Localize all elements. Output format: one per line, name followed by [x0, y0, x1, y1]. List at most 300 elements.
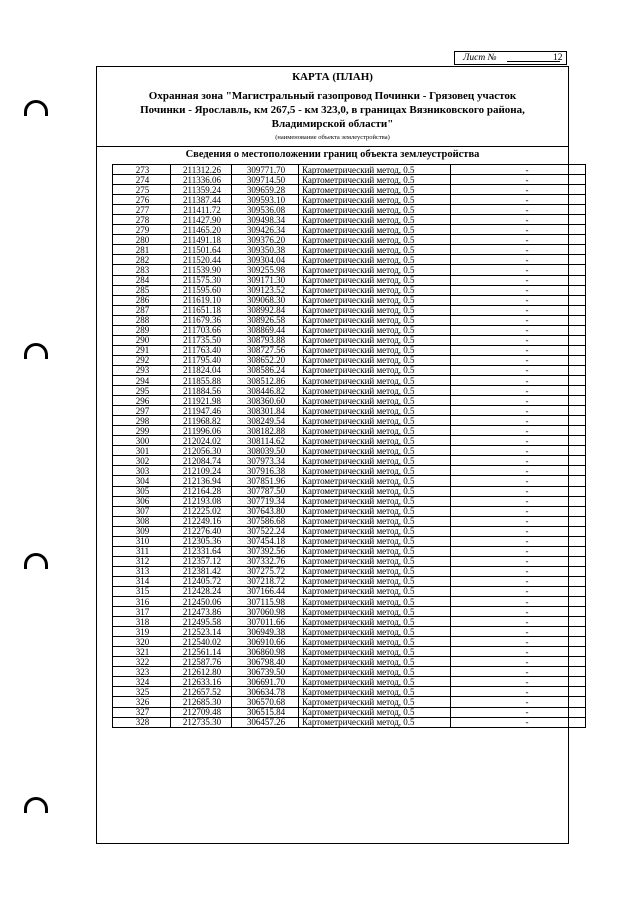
table-row: [113, 406, 586, 416]
punch-hole-mark: [24, 100, 48, 116]
y-coordinate-cell: 306798.40: [232, 657, 299, 667]
note-cell: -: [451, 576, 586, 586]
section-title: Сведения о местоположении границ объекта землеустройства: [185, 149, 480, 160]
table-row: [113, 677, 586, 687]
table-row: [113, 225, 586, 235]
point-number-cell: 310: [113, 536, 171, 546]
note-cell: -: [451, 717, 586, 727]
x-coordinate-cell: 212587.76: [171, 657, 232, 667]
method-cell: Картометрический метод, 0.5: [299, 617, 451, 627]
coordinates-table-body: [113, 165, 586, 728]
note-cell: -: [451, 305, 586, 315]
x-coordinate-cell: 212305.36: [171, 536, 232, 546]
method-cell: Картометрический метод, 0.5: [299, 446, 451, 456]
table-row: [113, 466, 586, 476]
method-cell: Картометрический метод, 0.5: [299, 597, 451, 607]
method-cell: Картометрический метод, 0.5: [299, 165, 451, 175]
x-coordinate-cell: 211427.90: [171, 215, 232, 225]
note-cell: -: [451, 436, 586, 446]
point-number-cell: 314: [113, 576, 171, 586]
note-cell: -: [451, 597, 586, 607]
method-cell: Картометрический метод, 0.5: [299, 607, 451, 617]
note-cell: -: [451, 516, 586, 526]
x-coordinate-cell: 211595.60: [171, 285, 232, 295]
point-number-cell: 275: [113, 185, 171, 195]
note-cell: -: [451, 677, 586, 687]
method-cell: Картометрический метод, 0.5: [299, 406, 451, 416]
y-coordinate-cell: 307218.72: [232, 576, 299, 586]
table-row: [113, 245, 586, 255]
table-row: [113, 566, 586, 576]
note-cell: -: [451, 245, 586, 255]
note-cell: -: [451, 556, 586, 566]
note-cell: -: [451, 707, 586, 717]
x-coordinate-cell: 211763.40: [171, 345, 232, 355]
note-cell: -: [451, 446, 586, 456]
table-row: [113, 717, 586, 727]
table-row: [113, 345, 586, 355]
method-cell: Картометрический метод, 0.5: [299, 476, 451, 486]
table-row: [113, 205, 586, 215]
x-coordinate-cell: 211884.56: [171, 386, 232, 396]
x-coordinate-cell: 211312.26: [171, 165, 232, 175]
table-row: [113, 265, 586, 275]
x-coordinate-cell: 211359.24: [171, 185, 232, 195]
y-coordinate-cell: 309171.30: [232, 275, 299, 285]
x-coordinate-cell: 211520.44: [171, 255, 232, 265]
table-row: [113, 637, 586, 647]
point-number-cell: 312: [113, 556, 171, 566]
table-row: [113, 165, 586, 175]
point-number-cell: 285: [113, 285, 171, 295]
point-number-cell: 274: [113, 175, 171, 185]
note-cell: -: [451, 526, 586, 536]
table-row: [113, 576, 586, 586]
point-number-cell: 306: [113, 496, 171, 506]
point-number-cell: 322: [113, 657, 171, 667]
point-number-cell: 300: [113, 436, 171, 446]
y-coordinate-cell: 308360.60: [232, 396, 299, 406]
y-coordinate-cell: 308869.44: [232, 325, 299, 335]
table-row: [113, 627, 586, 637]
x-coordinate-cell: 211921.98: [171, 396, 232, 406]
table-row: [113, 516, 586, 526]
y-coordinate-cell: 309536.08: [232, 205, 299, 215]
method-cell: Картометрический метод, 0.5: [299, 175, 451, 185]
point-number-cell: 291: [113, 345, 171, 355]
method-cell: Картометрический метод, 0.5: [299, 566, 451, 576]
y-coordinate-cell: 309593.10: [232, 195, 299, 205]
note-cell: -: [451, 627, 586, 637]
method-cell: Картометрический метод, 0.5: [299, 265, 451, 275]
x-coordinate-cell: 211855.88: [171, 375, 232, 385]
point-number-cell: 309: [113, 526, 171, 536]
point-number-cell: 283: [113, 265, 171, 275]
punch-hole-mark: [24, 797, 48, 813]
note-cell: -: [451, 165, 586, 175]
x-coordinate-cell: 212540.02: [171, 637, 232, 647]
y-coordinate-cell: 306949.38: [232, 627, 299, 637]
sheet-number-box: [454, 51, 567, 65]
y-coordinate-cell: 306634.78: [232, 687, 299, 697]
y-coordinate-cell: 308652.20: [232, 355, 299, 365]
note-cell: -: [451, 215, 586, 225]
point-number-cell: 279: [113, 225, 171, 235]
y-coordinate-cell: 308512.86: [232, 375, 299, 385]
y-coordinate-cell: 309123.52: [232, 285, 299, 295]
table-row: [113, 486, 586, 496]
point-number-cell: 301: [113, 446, 171, 456]
table-row: [113, 506, 586, 516]
x-coordinate-cell: 212164.28: [171, 486, 232, 496]
y-coordinate-cell: 309426.34: [232, 225, 299, 235]
note-cell: -: [451, 476, 586, 486]
table-row: [113, 476, 586, 486]
method-cell: Картометрический метод, 0.5: [299, 496, 451, 506]
point-number-cell: 302: [113, 456, 171, 466]
note-cell: -: [451, 255, 586, 265]
method-cell: Картометрический метод, 0.5: [299, 185, 451, 195]
note-cell: -: [451, 396, 586, 406]
point-number-cell: 293: [113, 365, 171, 375]
table-row: [113, 707, 586, 717]
table-row: [113, 295, 586, 305]
y-coordinate-cell: 308039.50: [232, 446, 299, 456]
note-cell: -: [451, 235, 586, 245]
method-cell: Картометрический метод, 0.5: [299, 677, 451, 687]
note-cell: -: [451, 195, 586, 205]
y-coordinate-cell: 307522.24: [232, 526, 299, 536]
note-cell: -: [451, 687, 586, 697]
table-row: [113, 396, 586, 406]
y-coordinate-cell: 307454.18: [232, 536, 299, 546]
y-coordinate-cell: 308793.88: [232, 335, 299, 345]
method-cell: Картометрический метод, 0.5: [299, 345, 451, 355]
x-coordinate-cell: 212193.08: [171, 496, 232, 506]
point-number-cell: 305: [113, 486, 171, 496]
note-cell: -: [451, 486, 586, 496]
note-cell: -: [451, 617, 586, 627]
y-coordinate-cell: 309771.70: [232, 165, 299, 175]
document-frame: [96, 66, 569, 844]
method-cell: Картометрический метод, 0.5: [299, 506, 451, 516]
point-number-cell: 296: [113, 396, 171, 406]
x-coordinate-cell: 212428.24: [171, 586, 232, 596]
x-coordinate-cell: 212735.30: [171, 717, 232, 727]
x-coordinate-cell: 211387.44: [171, 195, 232, 205]
method-cell: Картометрический метод, 0.5: [299, 255, 451, 265]
note-cell: -: [451, 315, 586, 325]
note-cell: -: [451, 416, 586, 426]
x-coordinate-cell: 212136.94: [171, 476, 232, 486]
x-coordinate-cell: 211575.30: [171, 275, 232, 285]
table-row: [113, 215, 586, 225]
table-row: [113, 697, 586, 707]
point-number-cell: 287: [113, 305, 171, 315]
x-coordinate-cell: 212633.16: [171, 677, 232, 687]
note-cell: -: [451, 295, 586, 305]
note-cell: -: [451, 607, 586, 617]
point-number-cell: 281: [113, 245, 171, 255]
point-number-cell: 307: [113, 506, 171, 516]
method-cell: Картометрический метод, 0.5: [299, 355, 451, 365]
table-row: [113, 185, 586, 195]
y-coordinate-cell: 308249.54: [232, 416, 299, 426]
y-coordinate-cell: 307973.34: [232, 456, 299, 466]
y-coordinate-cell: 307275.72: [232, 566, 299, 576]
method-cell: Картометрический метод, 0.5: [299, 205, 451, 215]
y-coordinate-cell: 308727.56: [232, 345, 299, 355]
note-cell: -: [451, 506, 586, 516]
note-cell: -: [451, 275, 586, 285]
table-row: [113, 315, 586, 325]
method-cell: Картометрический метод, 0.5: [299, 305, 451, 315]
y-coordinate-cell: 307115.98: [232, 597, 299, 607]
table-row: [113, 426, 586, 436]
note-cell: -: [451, 355, 586, 365]
table-row: [113, 355, 586, 365]
note-cell: -: [451, 175, 586, 185]
method-cell: Картометрический метод, 0.5: [299, 365, 451, 375]
y-coordinate-cell: 307643.80: [232, 506, 299, 516]
method-cell: Картометрический метод, 0.5: [299, 386, 451, 396]
table-row: [113, 365, 586, 375]
table-row: [113, 335, 586, 345]
x-coordinate-cell: 211411.72: [171, 205, 232, 215]
x-coordinate-cell: 212405.72: [171, 576, 232, 586]
point-number-cell: 308: [113, 516, 171, 526]
point-number-cell: 277: [113, 205, 171, 215]
table-row: [113, 617, 586, 627]
method-cell: Картометрический метод, 0.5: [299, 315, 451, 325]
point-number-cell: 297: [113, 406, 171, 416]
note-cell: -: [451, 657, 586, 667]
x-coordinate-cell: 212276.40: [171, 526, 232, 536]
note-cell: -: [451, 456, 586, 466]
y-coordinate-cell: 308446.82: [232, 386, 299, 396]
table-row: [113, 235, 586, 245]
point-number-cell: 304: [113, 476, 171, 486]
point-number-cell: 317: [113, 607, 171, 617]
table-row: [113, 556, 586, 566]
method-cell: Картометрический метод, 0.5: [299, 627, 451, 637]
point-number-cell: 292: [113, 355, 171, 365]
table-row: [113, 175, 586, 185]
method-cell: Картометрический метод, 0.5: [299, 536, 451, 546]
point-number-cell: 278: [113, 215, 171, 225]
point-number-cell: 289: [113, 325, 171, 335]
y-coordinate-cell: 306570.68: [232, 697, 299, 707]
y-coordinate-cell: 308114.62: [232, 436, 299, 446]
point-number-cell: 326: [113, 697, 171, 707]
y-coordinate-cell: 307392.56: [232, 546, 299, 556]
x-coordinate-cell: 211465.20: [171, 225, 232, 235]
point-number-cell: 299: [113, 426, 171, 436]
x-coordinate-cell: 212561.14: [171, 647, 232, 657]
point-number-cell: 318: [113, 617, 171, 627]
y-coordinate-cell: 306739.50: [232, 667, 299, 677]
note-cell: -: [451, 365, 586, 375]
note-cell: -: [451, 667, 586, 677]
method-cell: Картометрический метод, 0.5: [299, 285, 451, 295]
method-cell: Картометрический метод, 0.5: [299, 215, 451, 225]
table-row: [113, 325, 586, 335]
table-row: [113, 375, 586, 385]
method-cell: Картометрический метод, 0.5: [299, 456, 451, 466]
sheet-label: Лист №: [463, 53, 497, 63]
table-row: [113, 496, 586, 506]
x-coordinate-cell: 211651.18: [171, 305, 232, 315]
point-number-cell: 325: [113, 687, 171, 697]
table-row: [113, 386, 586, 396]
x-coordinate-cell: 212024.02: [171, 436, 232, 446]
x-coordinate-cell: 211491.18: [171, 235, 232, 245]
note-cell: -: [451, 406, 586, 416]
x-coordinate-cell: 211824.04: [171, 365, 232, 375]
method-cell: Картометрический метод, 0.5: [299, 426, 451, 436]
table-row: [113, 446, 586, 456]
x-coordinate-cell: 212381.42: [171, 566, 232, 576]
document-title: КАРТА (ПЛАН): [292, 71, 373, 83]
x-coordinate-cell: 211679.36: [171, 315, 232, 325]
point-number-cell: 321: [113, 647, 171, 657]
y-coordinate-cell: 306691.70: [232, 677, 299, 687]
object-name: Охранная зона "Магистральный газопровод Починки - Грязовец участок Починки - Ярославль, км 267,5 - км 323,0, в границах Вязниковского района, Владимирской области": [140, 90, 525, 130]
table-row: [113, 526, 586, 536]
table-row: [113, 285, 586, 295]
y-coordinate-cell: 308586.24: [232, 365, 299, 375]
x-coordinate-cell: 211996.06: [171, 426, 232, 436]
method-cell: Картометрический метод, 0.5: [299, 687, 451, 697]
y-coordinate-cell: 307719.34: [232, 496, 299, 506]
y-coordinate-cell: 307916.38: [232, 466, 299, 476]
x-coordinate-cell: 212084.74: [171, 456, 232, 466]
point-number-cell: 295: [113, 386, 171, 396]
y-coordinate-cell: 309659.28: [232, 185, 299, 195]
point-number-cell: 315: [113, 586, 171, 596]
note-cell: -: [451, 496, 586, 506]
x-coordinate-cell: 212225.02: [171, 506, 232, 516]
y-coordinate-cell: 309350.38: [232, 245, 299, 255]
y-coordinate-cell: 307060.98: [232, 607, 299, 617]
y-coordinate-cell: 307166.44: [232, 586, 299, 596]
table-row: [113, 607, 586, 617]
y-coordinate-cell: 307586.68: [232, 516, 299, 526]
point-number-cell: 298: [113, 416, 171, 426]
method-cell: Картометрический метод, 0.5: [299, 375, 451, 385]
point-number-cell: 320: [113, 637, 171, 647]
note-cell: -: [451, 205, 586, 215]
method-cell: Картометрический метод, 0.5: [299, 436, 451, 446]
method-cell: Картометрический метод, 0.5: [299, 235, 451, 245]
x-coordinate-cell: 212249.16: [171, 516, 232, 526]
y-coordinate-cell: 308301.84: [232, 406, 299, 416]
x-coordinate-cell: 211795.40: [171, 355, 232, 365]
method-cell: Картометрический метод, 0.5: [299, 526, 451, 536]
x-coordinate-cell: 212056.30: [171, 446, 232, 456]
point-number-cell: 294: [113, 375, 171, 385]
note-cell: -: [451, 586, 586, 596]
method-cell: Картометрический метод, 0.5: [299, 667, 451, 677]
table-row: [113, 586, 586, 596]
point-number-cell: 323: [113, 667, 171, 677]
method-cell: Картометрический метод, 0.5: [299, 325, 451, 335]
note-cell: -: [451, 697, 586, 707]
method-cell: Картометрический метод, 0.5: [299, 647, 451, 657]
note-cell: -: [451, 285, 586, 295]
note-cell: -: [451, 185, 586, 195]
note-cell: -: [451, 265, 586, 275]
y-coordinate-cell: 306457.26: [232, 717, 299, 727]
y-coordinate-cell: 309376.20: [232, 235, 299, 245]
x-coordinate-cell: 212495.58: [171, 617, 232, 627]
y-coordinate-cell: 308926.58: [232, 315, 299, 325]
y-coordinate-cell: 306515.84: [232, 707, 299, 717]
x-coordinate-cell: 211336.06: [171, 175, 232, 185]
note-cell: -: [451, 637, 586, 647]
point-number-cell: 286: [113, 295, 171, 305]
x-coordinate-cell: 212357.12: [171, 556, 232, 566]
table-row: [113, 436, 586, 446]
point-number-cell: 313: [113, 566, 171, 576]
note-cell: -: [451, 345, 586, 355]
note-cell: -: [451, 647, 586, 657]
method-cell: Картометрический метод, 0.5: [299, 466, 451, 476]
point-number-cell: 273: [113, 165, 171, 175]
note-cell: -: [451, 325, 586, 335]
table-row: [113, 667, 586, 677]
method-cell: Картометрический метод, 0.5: [299, 486, 451, 496]
y-coordinate-cell: 306860.98: [232, 647, 299, 657]
x-coordinate-cell: 211539.90: [171, 265, 232, 275]
sheet-number: 12: [553, 53, 563, 63]
method-cell: Картометрический метод, 0.5: [299, 556, 451, 566]
method-cell: Картометрический метод, 0.5: [299, 516, 451, 526]
x-coordinate-cell: 212450.06: [171, 597, 232, 607]
point-number-cell: 284: [113, 275, 171, 285]
y-coordinate-cell: 309498.34: [232, 215, 299, 225]
point-number-cell: 288: [113, 315, 171, 325]
note-cell: -: [451, 546, 586, 556]
point-number-cell: 282: [113, 255, 171, 265]
point-number-cell: 319: [113, 627, 171, 637]
punch-hole-mark: [24, 343, 48, 359]
x-coordinate-cell: 212657.52: [171, 687, 232, 697]
method-cell: Картометрический метод, 0.5: [299, 717, 451, 727]
note-cell: -: [451, 375, 586, 385]
method-cell: Картометрический метод, 0.5: [299, 637, 451, 647]
header-separator: [97, 146, 568, 147]
method-cell: Картометрический метод, 0.5: [299, 275, 451, 285]
y-coordinate-cell: 308992.84: [232, 305, 299, 315]
point-number-cell: 328: [113, 717, 171, 727]
table-row: [113, 456, 586, 466]
y-coordinate-cell: 309255.98: [232, 265, 299, 275]
y-coordinate-cell: 307332.76: [232, 556, 299, 566]
y-coordinate-cell: 309304.04: [232, 255, 299, 265]
table-row: [113, 687, 586, 697]
y-coordinate-cell: 307011.66: [232, 617, 299, 627]
x-coordinate-cell: 212331.64: [171, 546, 232, 556]
table-row: [113, 657, 586, 667]
method-cell: Картометрический метод, 0.5: [299, 396, 451, 406]
method-cell: Картометрический метод, 0.5: [299, 195, 451, 205]
note-cell: -: [451, 566, 586, 576]
method-cell: Картометрический метод, 0.5: [299, 576, 451, 586]
table-row: [113, 255, 586, 265]
point-number-cell: 280: [113, 235, 171, 245]
x-coordinate-cell: 211501.64: [171, 245, 232, 255]
